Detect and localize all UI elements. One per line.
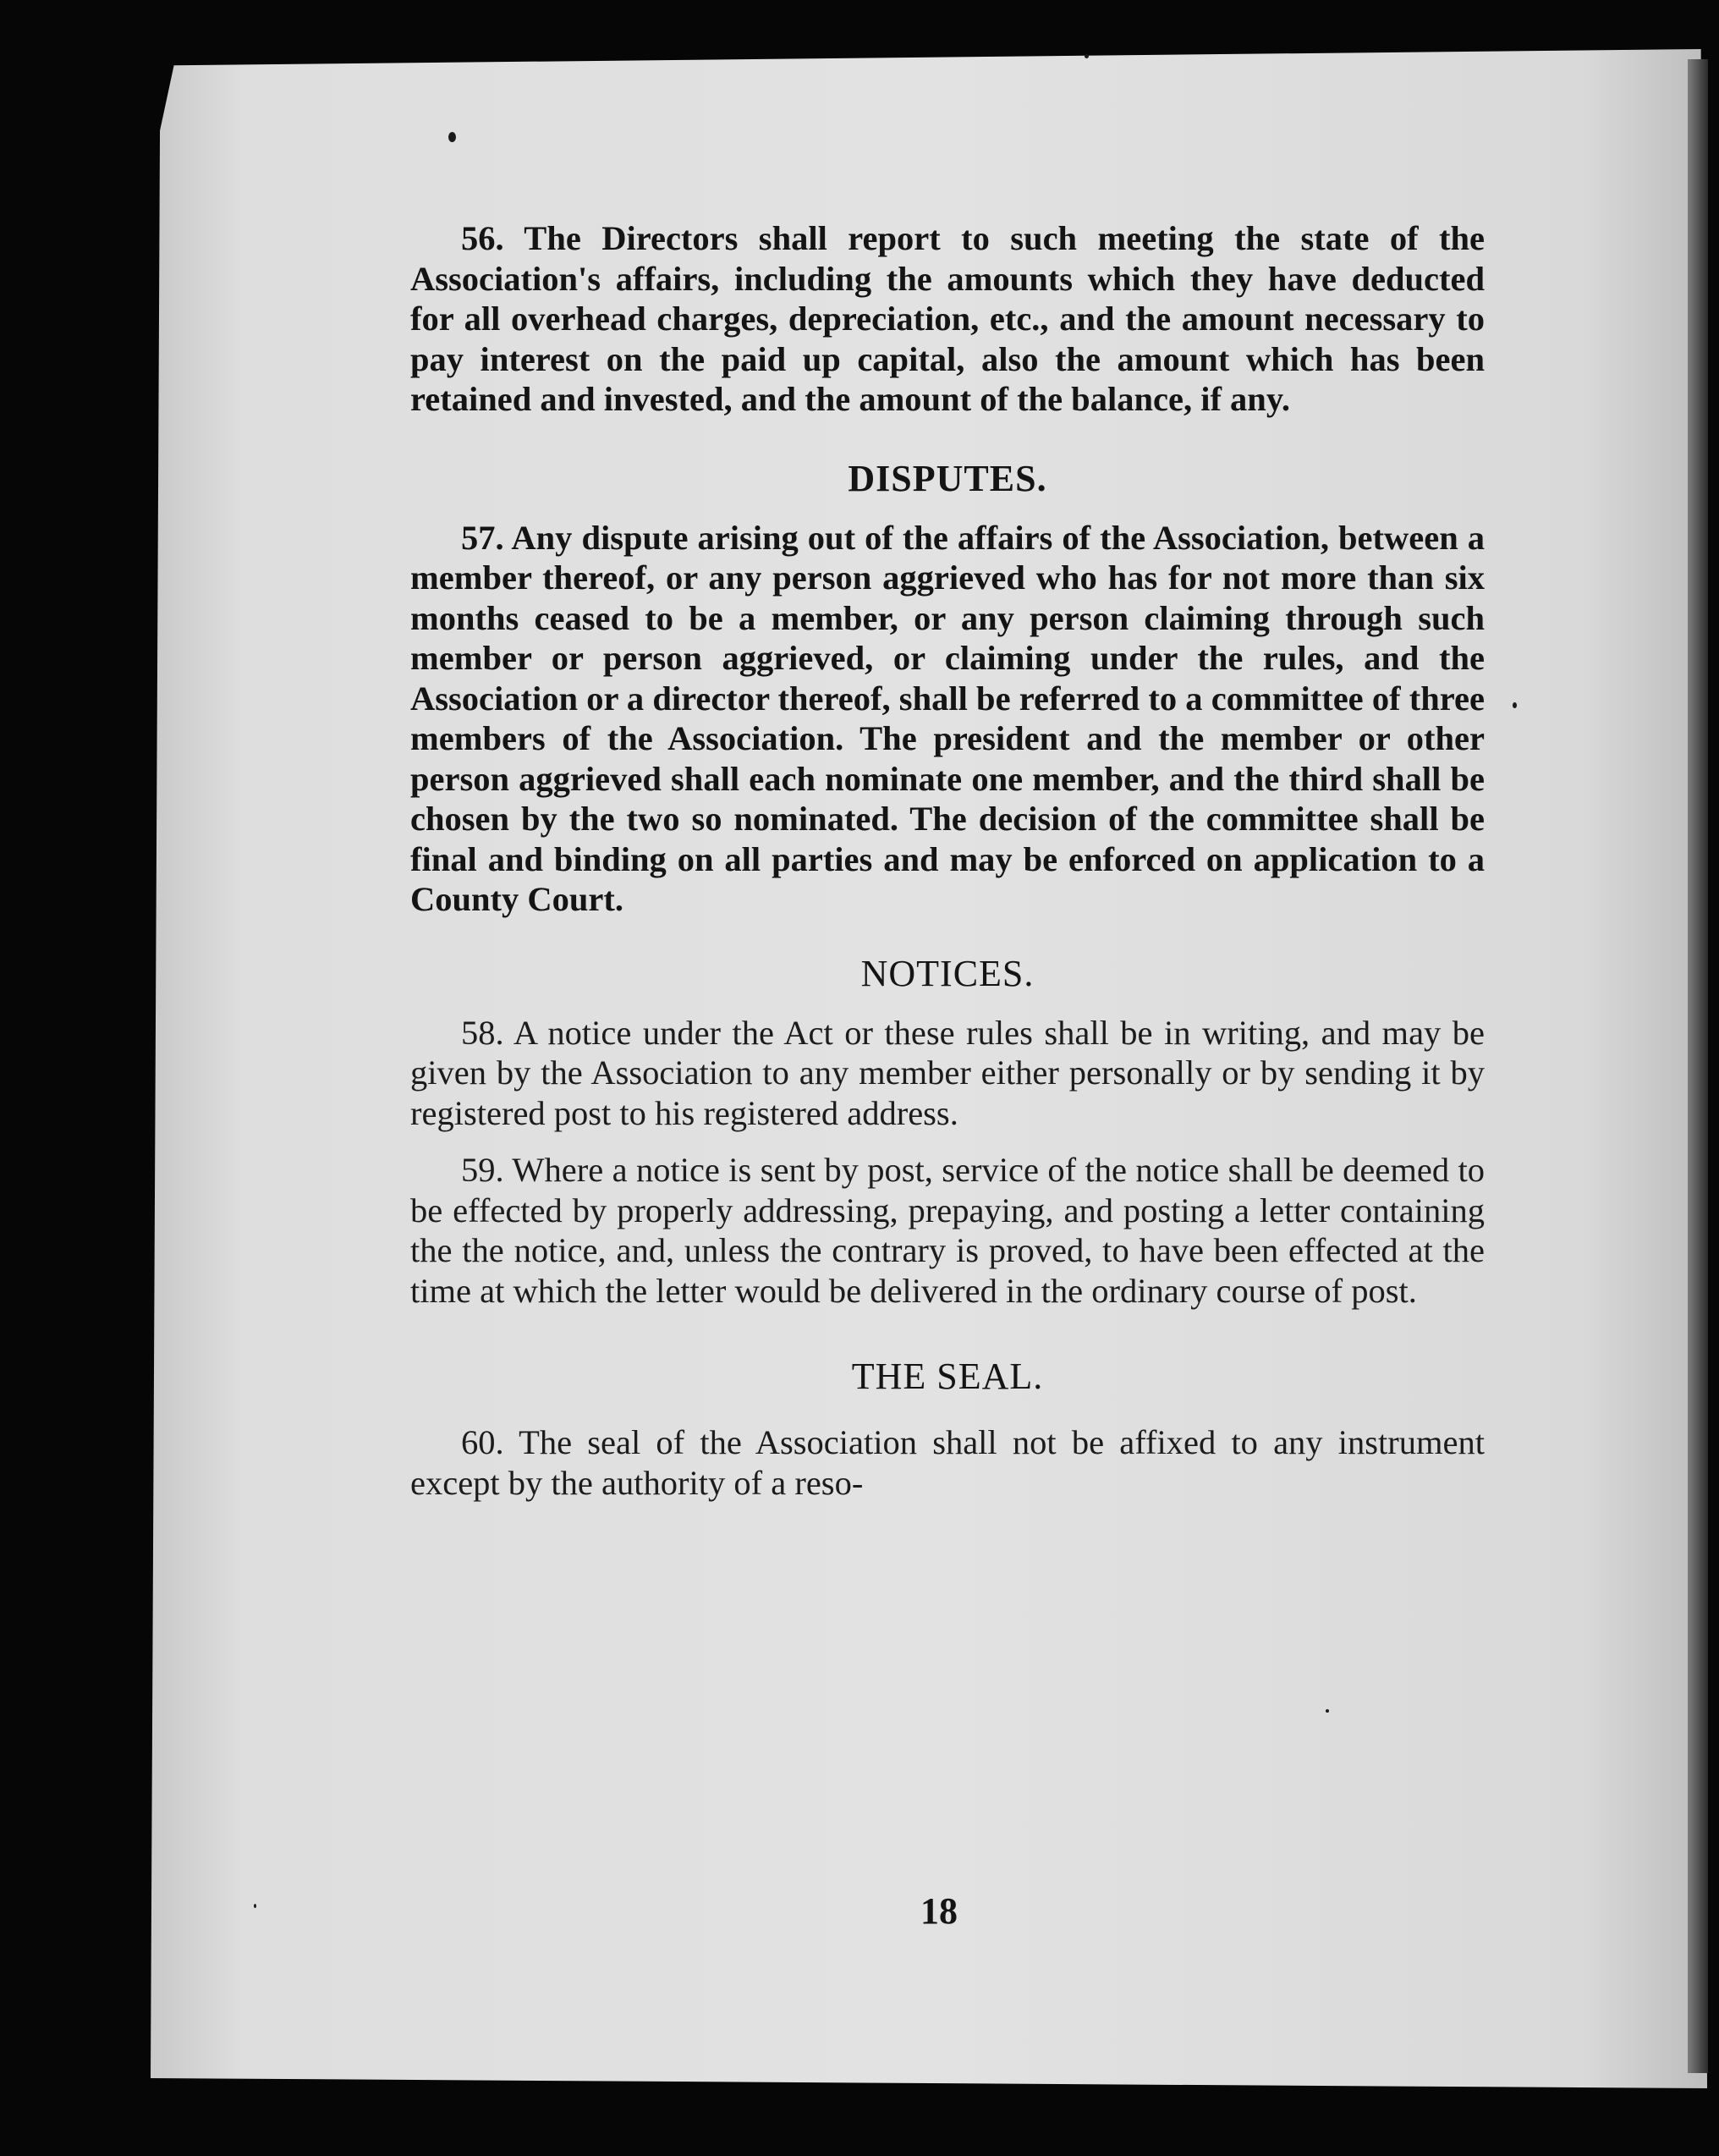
seal-heading: THE SEAL. xyxy=(851,1356,1044,1397)
ink-speck xyxy=(448,132,456,142)
rule-58-paragraph: 58. A notice under the Act or these rules shall be in writing, and may be given by the Association to any member either personally or by sending it by registered post to his registered address. xyxy=(410,1013,1485,1132)
rule-56-paragraph: 56. The Directors shall report to such meeting the state of the Association's affairs, including the amounts which they have deducted for all overhead charges, depreciation, etc., and the amount necessary to pay interest on the paid up capital, also the amount which has been retained and invested, and the amount of the balance, if any. xyxy=(410,219,1485,418)
ink-speck xyxy=(254,1904,256,1908)
document-body xyxy=(410,218,1485,1503)
disputes-heading: DISPUTES. xyxy=(848,457,1047,499)
rule-60-paragraph: 60. The seal of the Association shall not be affixed to any instrument except by the authority of a reso- xyxy=(410,1423,1485,1502)
notices-heading: NOTICES. xyxy=(860,952,1035,994)
rule-57-paragraph: 57. Any dispute arising out of the affairs of the Association, between a member thereof, or any person aggrieved who has for not more than six months ceased to be a member, or any person claiming through such member or person aggrieved, or claiming under the rules, and the Association or a director thereof, shall be referred to a committee of three members of the Association. The president and the member or other person aggrieved shall each nominate one member, and the third shall be chosen by the two so nominated. The decision of the committee shall be final and binding on all parties and may be enforced on application to a County Court. xyxy=(410,518,1485,918)
ink-speck xyxy=(1326,1709,1329,1713)
ink-speck xyxy=(1085,54,1089,58)
page-number: 18 xyxy=(920,1890,958,1932)
page-edge-shadow xyxy=(1688,59,1708,2073)
ink-speck xyxy=(1513,702,1517,708)
rule-59-paragraph: 59. Where a notice is sent by post, service of the notice shall be deemed to be effected by properly addressing, prepaying, and posting a letter containing the the notice, and, unless the contrary is proved, to have been effected at the time at which the letter would be delivered in the ordinary course of post. xyxy=(410,1151,1485,1310)
